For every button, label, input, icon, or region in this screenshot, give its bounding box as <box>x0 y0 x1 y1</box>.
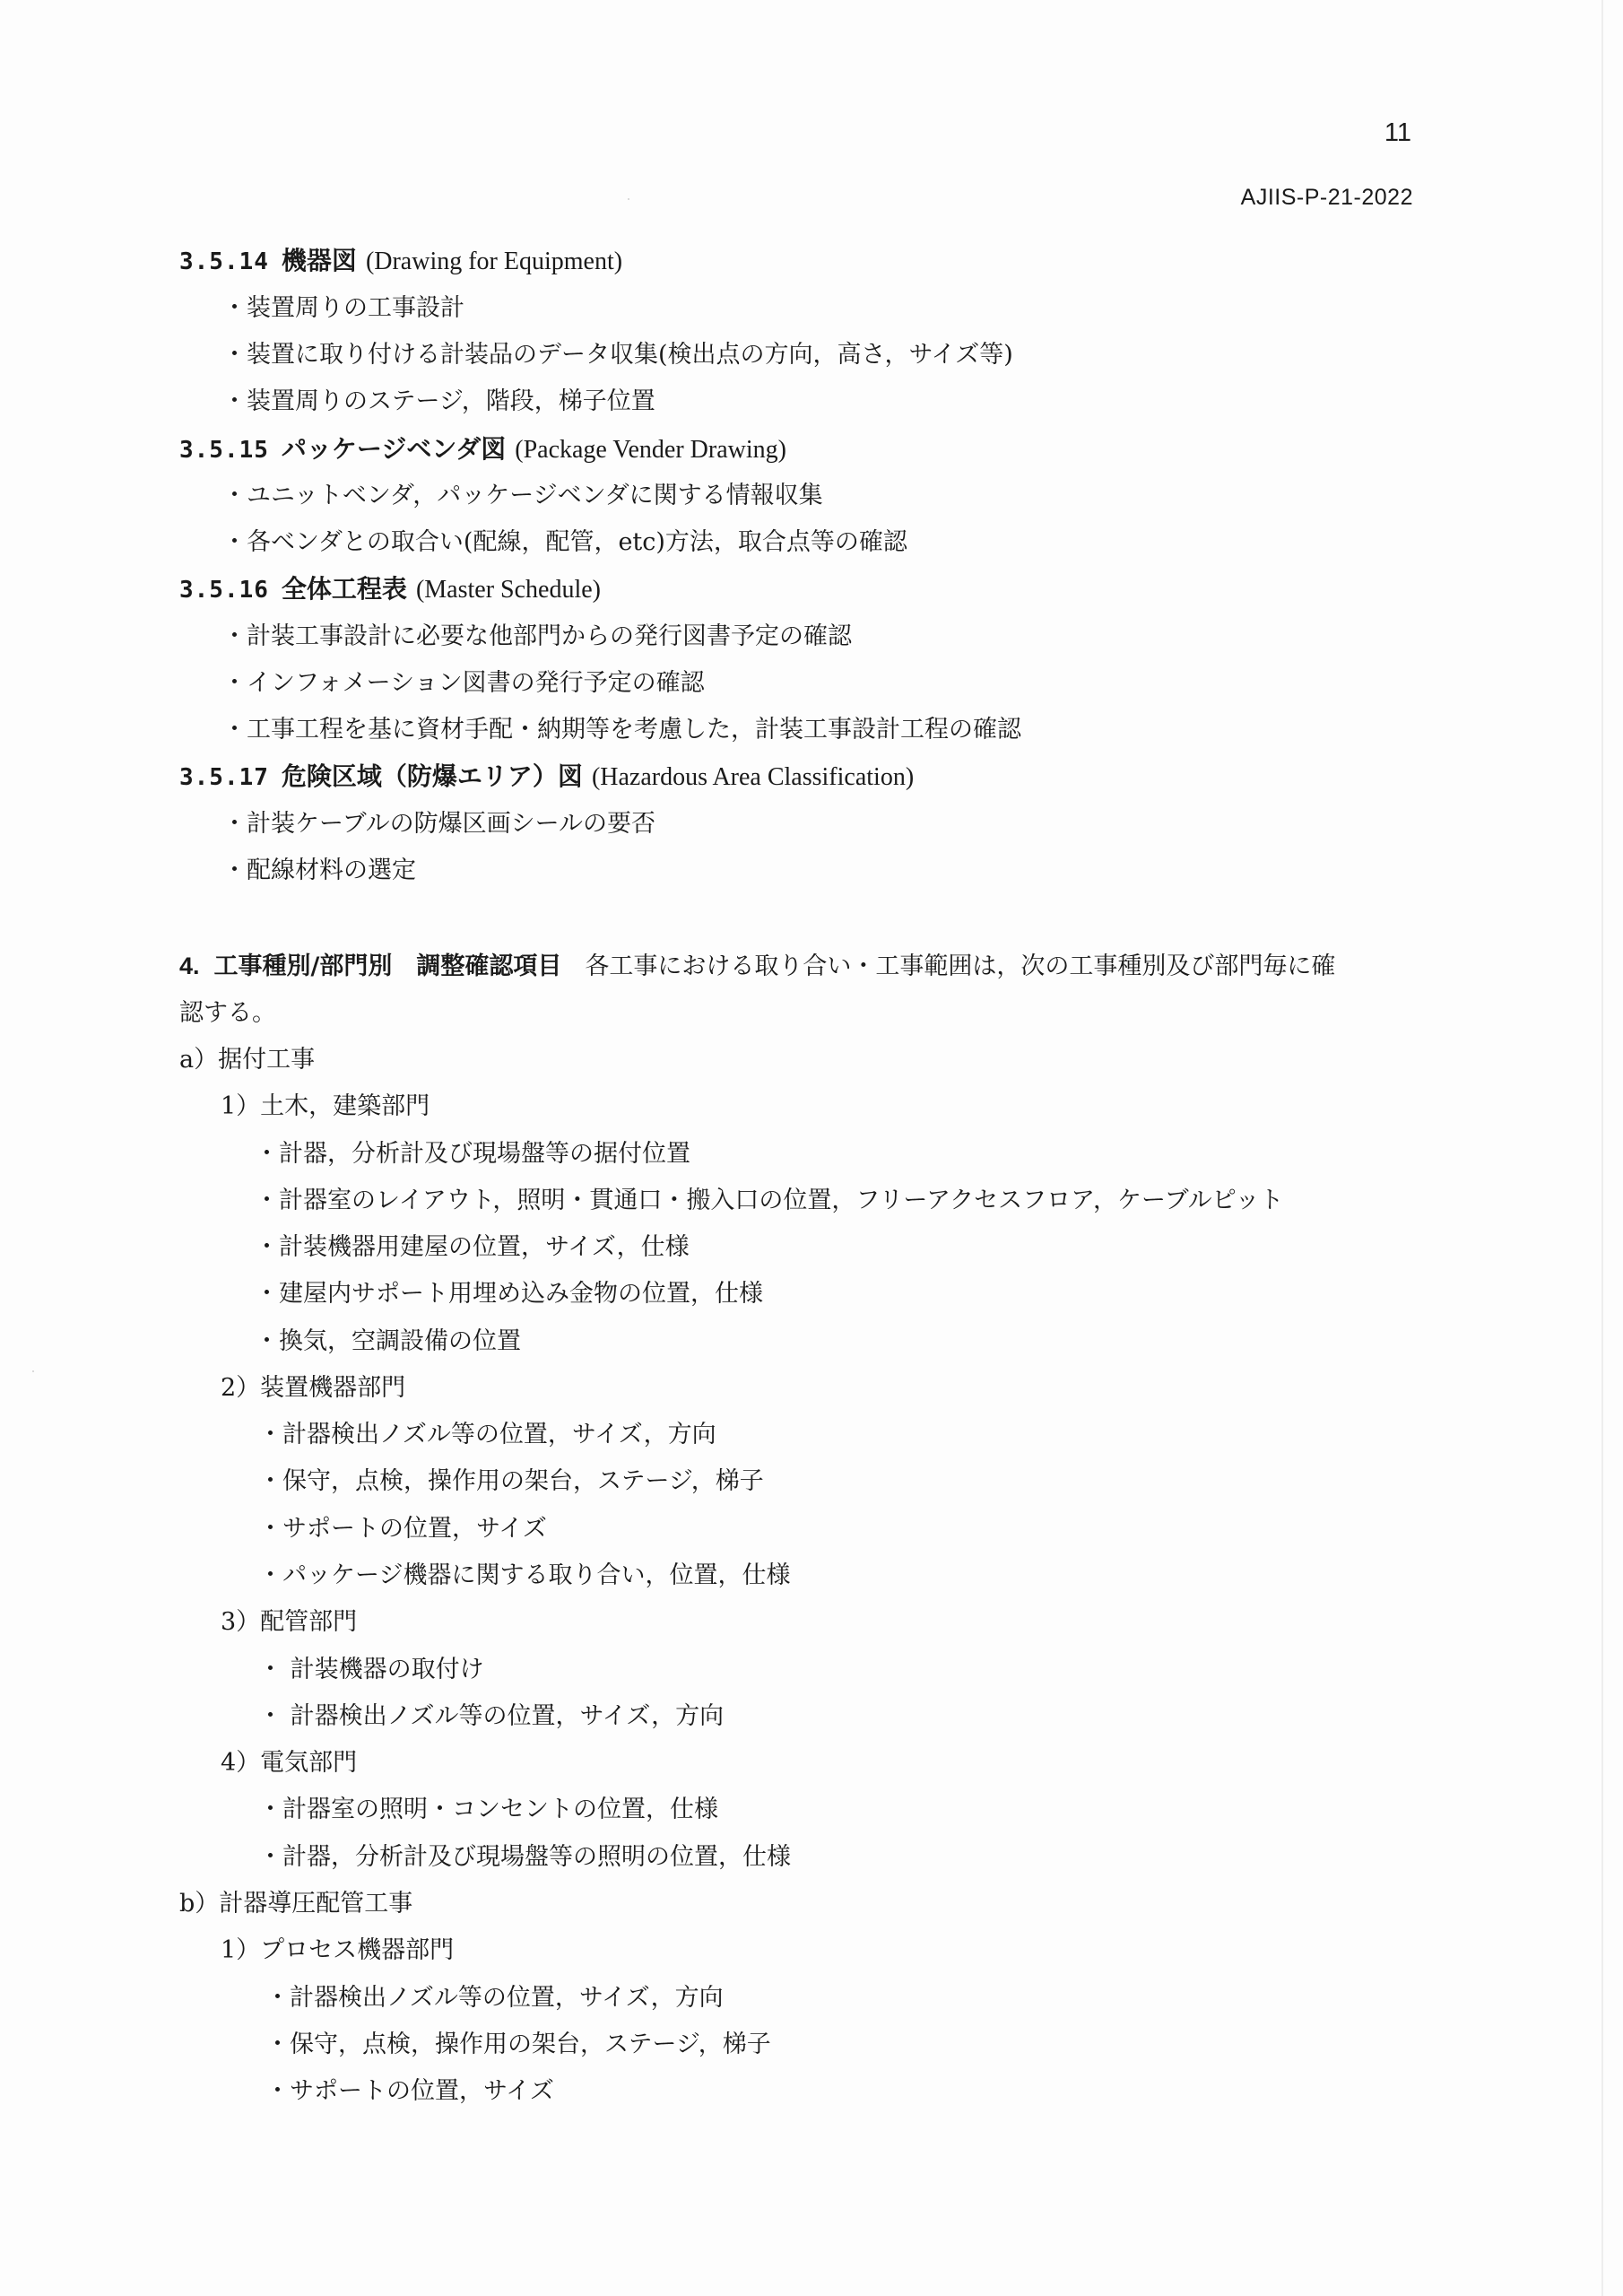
chapter-4-heading <box>179 951 1335 982</box>
list-item: ・装置周りの工事設計 <box>222 294 464 322</box>
list-item: ・装置周りのステージ，階段，梯子位置 <box>222 387 655 415</box>
section-title: 危険区域（防爆エリア）図 <box>281 761 583 791</box>
list-item: ・サポートの位置，サイズ <box>258 1515 547 1543</box>
list-item: ・計装ケーブルの防爆区画シールの要否 <box>222 810 656 838</box>
chapter-intro-continued: 認する。 <box>179 999 276 1027</box>
document-code: AJIIS-P-21-2022 <box>1240 185 1413 210</box>
list-item: ・ 計装機器の取付け <box>258 1656 484 1683</box>
list-item: ・計器検出ノズル等の位置，サイズ，方向 <box>265 1984 724 2012</box>
list-item: ・ 計器検出ノズル等の位置，サイズ，方向 <box>258 1702 725 1730</box>
list-item: ・計器室のレイアウト，照明・貫通口・搬入口の位置，フリーアクセスフロア，ケーブルピット <box>255 1187 1284 1214</box>
section-english-title: (Hazardous Area Classification) <box>591 763 915 791</box>
list-item: ・建屋内サポート用埋め込み金物の位置，仕様 <box>255 1280 763 1308</box>
subsection-b-label: b）計器導圧配管工事 <box>179 1890 413 1918</box>
list-item: ・保守，点検，操作用の架台，ステージ，梯子 <box>258 1467 764 1495</box>
section-number: 3.5.15 <box>179 437 269 464</box>
list-item: ・工事工程を基に資材手配・納期等を考慮した，計装工事設計工程の確認 <box>222 716 1021 744</box>
section-number: 3.5.14 <box>179 248 269 275</box>
subsection-a2-label: 2）装置機器部門 <box>221 1374 406 1402</box>
list-item: ・ユニットベンダ，パッケージベンダに関する情報収集 <box>222 482 823 509</box>
subsection-a4-label: 4）電気部門 <box>221 1749 358 1777</box>
subsection-a-label: a）据付工事 <box>179 1046 316 1074</box>
list-item: ・計装機器用建屋の位置，サイズ，仕様 <box>255 1233 690 1261</box>
scan-speck <box>32 1370 34 1372</box>
list-item: ・各ベンダとの取合い(配線，配管，etc)方法，取合点等の確認 <box>222 528 907 556</box>
list-item: ・インフォメーション図書の発行予定の確認 <box>222 669 705 697</box>
section-heading-3-5-14 <box>179 246 622 277</box>
section-title: 全体工程表 <box>281 574 407 604</box>
list-item: ・計器，分析計及び現場盤等の照明の位置，仕様 <box>258 1843 791 1871</box>
list-item: ・配線材料の選定 <box>222 857 416 884</box>
chapter-intro: 各工事における取り合い・工事範囲は，次の工事種別及び部門毎に確 <box>585 952 1336 980</box>
scan-edge-line <box>1601 0 1603 2296</box>
list-item: ・換気，空調設備の位置 <box>255 1327 521 1355</box>
section-english-title: (Package Vender Drawing) <box>515 436 786 464</box>
section-number: 3.5.17 <box>179 764 269 791</box>
section-heading-3-5-17 <box>179 761 914 793</box>
section-title: パッケージベンダ図 <box>281 434 507 464</box>
list-item: ・パッケージ機器に関する取り合い，位置，仕様 <box>258 1561 791 1589</box>
subsection-a3-label: 3）配管部門 <box>221 1608 358 1636</box>
chapter-number: 4. <box>179 952 200 979</box>
section-number: 3.5.16 <box>179 577 269 604</box>
list-item: ・計器，分析計及び現場盤等の据付位置 <box>255 1140 690 1168</box>
list-item: ・計器検出ノズル等の位置，サイズ，方向 <box>258 1421 716 1448</box>
subsection-b1-label: 1）プロセス機器部門 <box>221 1936 455 1964</box>
section-title: 機器図 <box>281 246 357 275</box>
section-english-title: (Master Schedule) <box>415 576 601 604</box>
scan-speck <box>628 198 629 200</box>
subsection-a1-label: 1）土木，建築部門 <box>221 1092 430 1120</box>
chapter-title: 工事種別/部門別 調整確認項目 <box>213 952 562 980</box>
list-item: ・計器室の照明・コンセントの位置，仕様 <box>258 1796 718 1823</box>
section-heading-3-5-16 <box>179 574 601 605</box>
section-heading-3-5-15 <box>179 434 786 465</box>
page-number: 11 <box>1384 118 1411 147</box>
section-english-title: (Drawing for Equipment) <box>365 248 623 275</box>
list-item: ・サポートの位置，サイズ <box>265 2077 554 2105</box>
list-item: ・保守，点検，操作用の架台，ステージ，梯子 <box>265 2031 771 2058</box>
list-item: ・装置に取り付ける計装品のデータ収集(検出点の方向，高さ，サイズ等) <box>222 341 1013 369</box>
list-item: ・計装工事設計に必要な他部門からの発行図書予定の確認 <box>222 622 852 650</box>
